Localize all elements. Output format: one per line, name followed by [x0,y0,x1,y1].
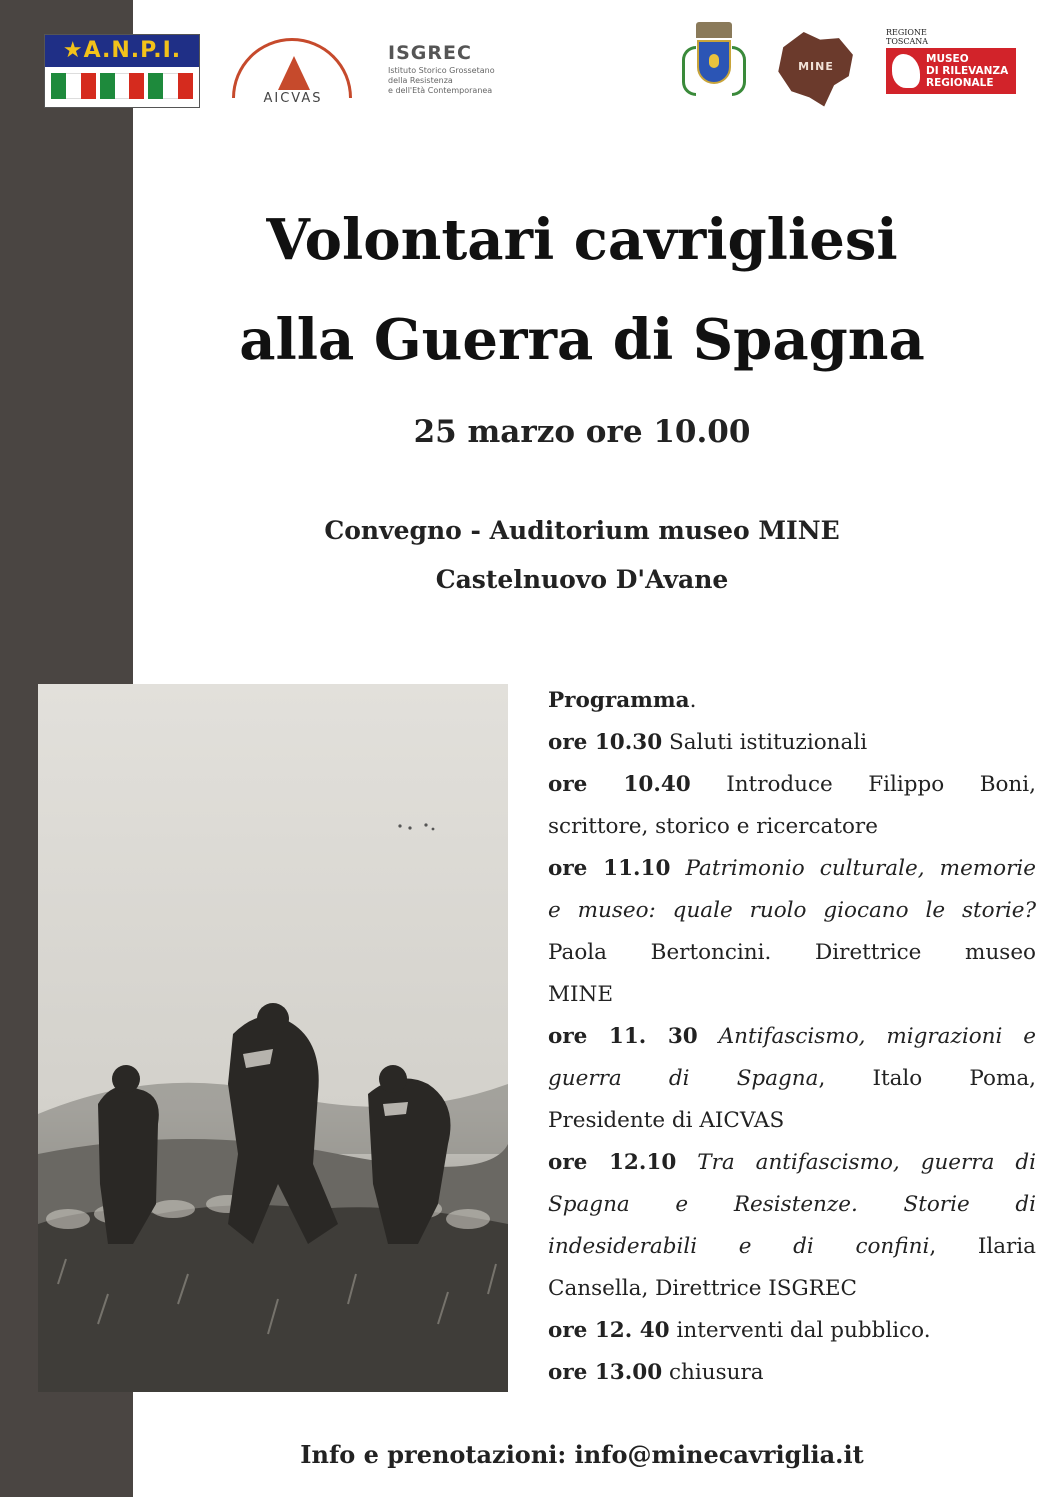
program-item-1130: ore 11. 30 Antifascismo, migrazioni e [548,1024,1036,1049]
program-item-1210-cont: Spagna e Resistenze. Storie di [548,1192,1036,1217]
museo-text-3: REGIONALE [926,77,994,89]
museo-text-2: DI RILEVANZA [926,65,1009,77]
program-item-1240: ore 12. 40 interventi dal pubblico. [548,1318,931,1343]
program-item-1130-cont: guerra di Spagna, Italo Poma, [548,1066,1036,1091]
isgrec-logo-name: ISGREC [388,42,472,64]
regione-toscana-logo [886,28,1016,100]
mine-logo-text: MINE [798,60,834,73]
info-contact: Info e prenotazioni: info@minecavriglia.it [300,1440,864,1469]
program-item-1110-cont: e museo: quale ruolo giocano le storie? [548,898,1036,923]
program-item-1040-cont: scrittore, storico e ricercatore [548,814,878,839]
program-item-1030: ore 10.30 Saluti istituzionali [548,730,868,755]
isgrec-sub-3: e dell'Età Contemporanea [388,86,493,95]
soldiers-photo-illustration [38,684,508,1392]
program-item-1300: ore 13.00 chiusura [548,1360,764,1385]
program-item-1210-speaker: Cansella, Direttrice ISGREC [548,1276,857,1301]
event-title-line2: alla Guerra di Spagna [239,307,925,373]
isgrec-sub-2: della Resistenza [388,76,453,85]
isgrec-sub-1: Istituto Storico Grossetano [388,66,495,75]
aicvas-logo-text: AICVAS [263,91,323,106]
aicvas-logo [228,38,358,106]
historical-photo [38,684,508,1392]
anpi-logo [44,34,200,108]
program-item-1130-speaker: Presidente di AICVAS [548,1108,785,1133]
event-date: 25 marzo ore 10.00 [413,414,751,450]
program-list [548,680,1036,1394]
program-item-1110: ore 11.10 Patrimonio culturale, memorie [548,856,1036,881]
pegasus-icon [892,54,920,88]
anpi-logo-text: ★A.N.P.I. [45,35,199,67]
event-venue-line2: Castelnuovo D'Avane [435,565,729,594]
museo-text-1: MUSEO [926,53,969,65]
mine-museum-logo [775,28,861,112]
regione-text: REGIONE [886,28,927,37]
program-item-1040: ore 10.40 Introduce Filippo Boni, [548,772,1036,797]
program-item-1110-speaker-cont: MINE [548,982,614,1007]
event-venue-line1: Convegno - Auditorium museo MINE [324,516,840,545]
program-heading: Programma. [548,688,697,713]
program-item-1210: ore 12.10 Tra antifascismo, guerra di [548,1150,1036,1175]
toscana-text: TOSCANA [886,37,929,46]
program-item-1210-cont2: indesiderabili e di confini, Ilaria [548,1234,1036,1259]
isgrec-logo [388,42,513,108]
event-title-line1: Volontari cavrigliesi [266,207,898,273]
program-item-1110-speaker: Paola Bertoncini. Direttrice museo [548,940,1036,965]
municipal-coat-of-arms-icon [682,22,746,106]
